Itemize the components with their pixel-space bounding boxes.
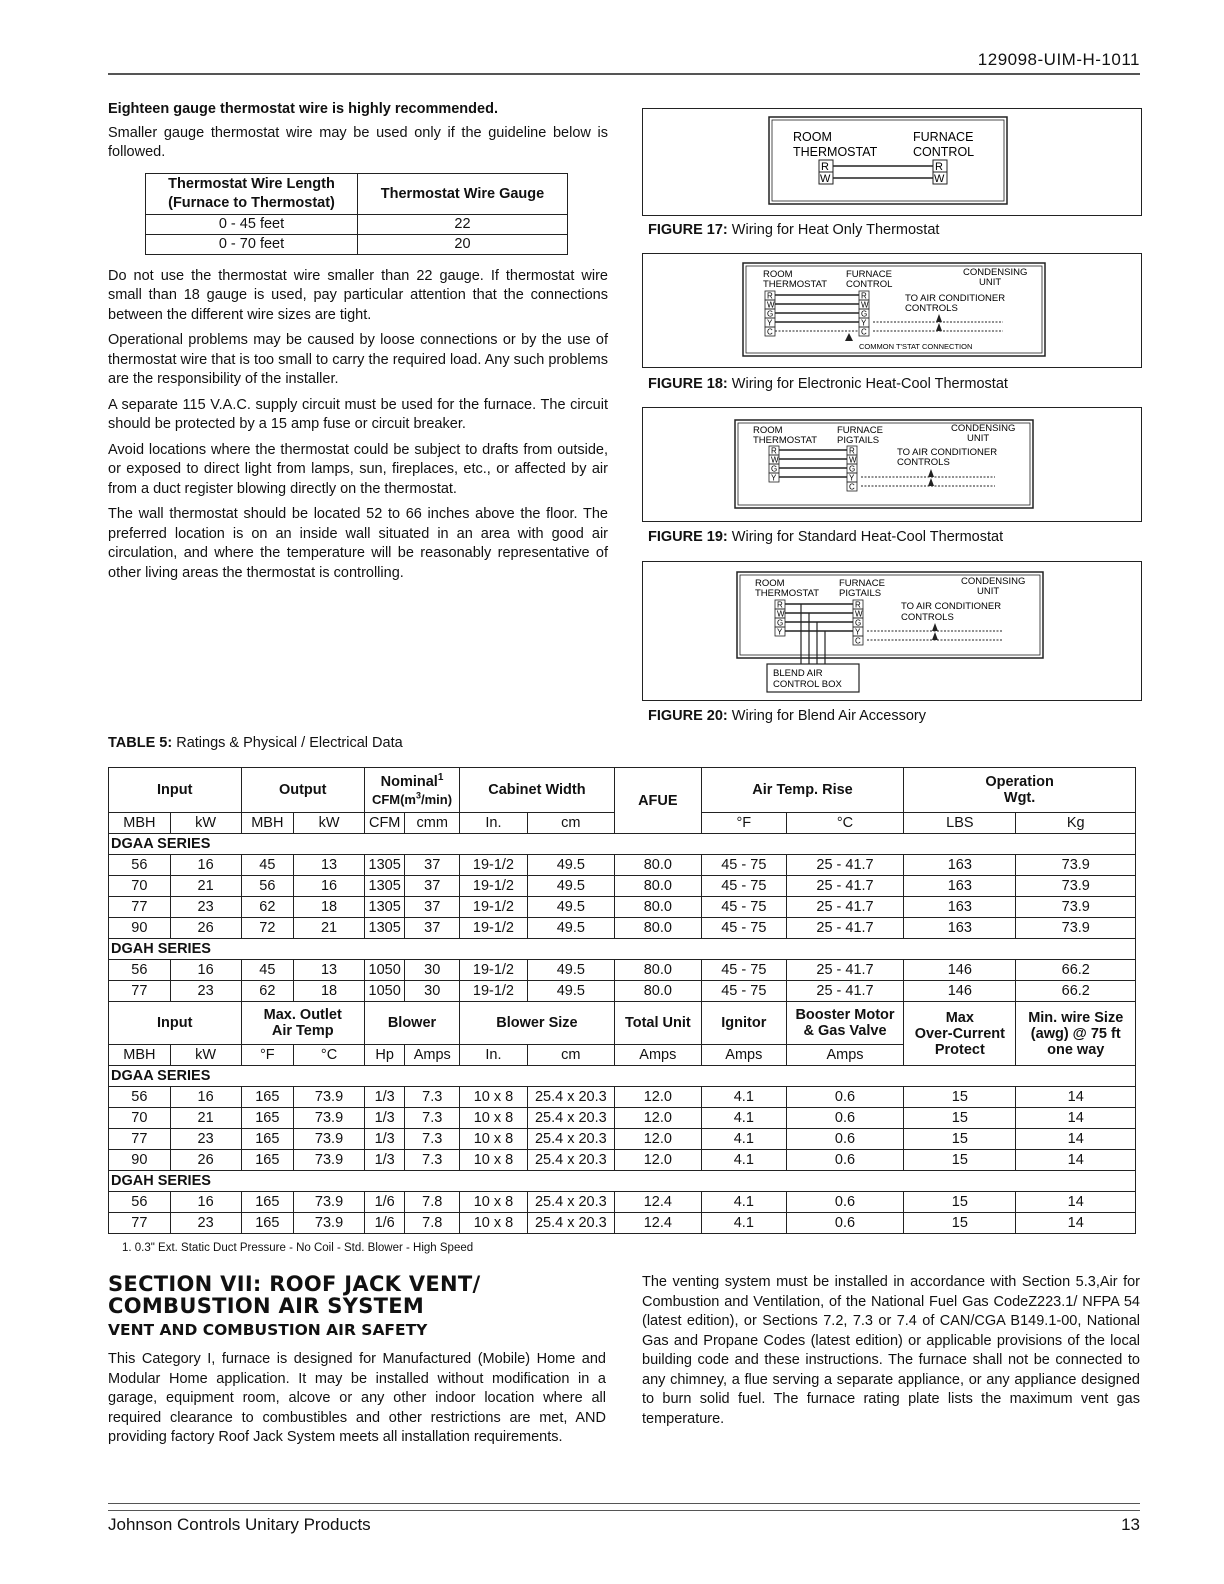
table-header-row: Input Max. Outlet Air Temp Blower Blower Size Total Unit Ignitor Booster Motor & Gas Valve Max Over-Current Protect Min. wire Size (awg) @ 75 ft one way xyxy=(109,1002,1136,1045)
svg-text:TO AIR CONDITIONER: TO AIR CONDITIONER xyxy=(905,293,1006,304)
terminal-label: Y xyxy=(771,473,777,483)
series-row: DGAA SERIES xyxy=(109,1066,1136,1087)
svg-text:CONTROLS: CONTROLS xyxy=(901,612,954,623)
terminal-label: C xyxy=(861,327,867,337)
control-label: CONTROL xyxy=(913,145,975,159)
svg-text:UNIT: UNIT xyxy=(967,433,990,444)
header-rule xyxy=(108,73,1140,75)
paragraph: This Category I, furnace is designed for Manufactured (Mobile) Home and Modular Home application. It may be installed without modification in a garage, equipment room, alcove or any other indoor location where all required clearance to combustibles and other restrictions are met, AND providing factory Roof Jack System meets all installation requirements. xyxy=(108,1351,606,1445)
figure-20-caption: FIGURE 20: Wiring for Blend Air Accessory xyxy=(648,708,927,724)
svg-text:CONDENSING: CONDENSING xyxy=(951,423,1016,434)
figure-17-diagram xyxy=(642,108,1142,216)
svg-text:CONTROLS: CONTROLS xyxy=(897,457,950,468)
wire-gauge-header: Thermostat Wire Gauge xyxy=(358,173,568,214)
series-row: DGAH SERIES xyxy=(109,1171,1136,1192)
svg-text:ROOM: ROOM xyxy=(763,269,793,280)
figure-19-diagram xyxy=(642,407,1142,522)
paragraph: Operational problems may be caused by loose connections or by the use of thermostat wire that is too small to carry the required load. Any such problems are the responsibility of the installer. xyxy=(108,332,608,387)
svg-text:PIGTAILS: PIGTAILS xyxy=(839,588,882,599)
svg-text:FURNACE: FURNACE xyxy=(846,269,892,280)
table-5-caption: TABLE 5: Ratings & Physical / Electrical Data xyxy=(108,735,403,751)
terminal-label: Y xyxy=(777,627,783,637)
thermostat-label: THERMOSTAT xyxy=(793,145,878,159)
table-subheader-row: MBH kW MBH kW CFM cmm In. cm °F °C LBS Kg xyxy=(109,813,1136,834)
table-subheader-row: MBH kW °F °C Hp Amps In. cm Amps Amps Amps xyxy=(109,1045,1136,1066)
terminal-label: R xyxy=(935,161,943,173)
section-7-left xyxy=(108,1273,618,1454)
terminal-label: G xyxy=(771,464,778,474)
svg-text:THERMOSTAT: THERMOSTAT xyxy=(763,279,828,290)
section-subtitle: VENT AND COMBUSTION AIR SAFETY xyxy=(108,1321,428,1339)
paragraph: A separate 115 V.A.C. supply circuit must be used for the furnace. The circuit should be protected by a 15 amp fuse or circuit breaker. xyxy=(108,396,608,432)
table-row: 90 26 165 73.9 1/3 7.3 10 x 8 25.4 x 20.3 12.0 4.1 0.6 15 14 xyxy=(109,1150,1136,1171)
svg-text:ROOM: ROOM xyxy=(755,578,785,589)
terminal-label: C xyxy=(849,482,855,492)
svg-text:PIGTAILS: PIGTAILS xyxy=(837,435,880,446)
paragraph: Avoid locations where the thermostat could be subject to drafts from outside, or exposed to direct light from lamps, sun, fireplaces, etc., or affected by air from a duct register blowing directly on the thermostat. xyxy=(108,441,608,497)
terminal-label: R xyxy=(861,291,867,301)
table-row: 77 23 165 73.9 1/6 7.8 10 x 8 25.4 x 20.3 12.4 4.1 0.6 15 14 xyxy=(109,1213,1136,1234)
terminal-label: G xyxy=(777,618,784,628)
terminal-label: Y xyxy=(861,318,867,328)
paragraph: Do not use the thermostat wire smaller than 22 gauge. If thermostat wire small than 18 gauge is used, pay particular attention that the connections between the different wire sizes are tight. xyxy=(108,267,608,323)
svg-text:BLEND AIR: BLEND AIR xyxy=(773,668,823,679)
svg-text:CONTROL BOX: CONTROL BOX xyxy=(773,679,842,690)
terminal-label: W xyxy=(849,455,857,465)
figure-19-caption: FIGURE 19: Wiring for Standard Heat-Cool Thermostat xyxy=(648,529,1004,545)
table-footnote: 1. 0.3" Ext. Static Duct Pressure - No Coil - Std. Blower - High Speed xyxy=(122,1242,474,1254)
terminal-label: C xyxy=(855,636,861,646)
terminal-label: R xyxy=(849,446,855,456)
paragraph: The wall thermostat should be located 52 to 66 inches above the floor. The preferred location is on an inside wall situated in an area with good air circulation, and where the temperature will be reasonably representative of other living areas the thermostat is controlling. xyxy=(108,506,608,581)
svg-text:THERMOSTAT: THERMOSTAT xyxy=(753,435,818,446)
svg-text:TO AIR CONDITIONER: TO AIR CONDITIONER xyxy=(901,601,1002,612)
series-row: DGAA SERIES xyxy=(109,834,1136,855)
terminal-label: G xyxy=(855,618,862,628)
svg-text:THERMOSTAT: THERMOSTAT xyxy=(755,588,820,599)
figure-18-caption: FIGURE 18: Wiring for Electronic Heat-Cool Thermostat xyxy=(648,376,1008,392)
terminal-label: R xyxy=(855,600,861,610)
terminal-label: R xyxy=(821,161,829,173)
room-label: ROOM xyxy=(793,130,832,144)
table-row: 0 - 70 feet 20 xyxy=(146,234,568,254)
svg-text:CONTROLS: CONTROLS xyxy=(905,303,958,314)
svg-text:FURNACE: FURNACE xyxy=(837,425,883,436)
svg-text:COMMON T'STAT CONNECTION: COMMON T'STAT CONNECTION xyxy=(859,342,973,351)
figure-18-diagram xyxy=(642,253,1142,368)
terminal-label: W xyxy=(767,300,775,310)
terminal-label: W xyxy=(777,609,785,619)
terminal-label: W xyxy=(855,609,863,619)
terminal-label: G xyxy=(849,464,856,474)
table-row: 56 16 45 13 1050 30 19-1/2 49.5 80.0 45 - 75 25 - 41.7 146 66.2 xyxy=(109,960,1136,981)
ratings-table xyxy=(108,767,1136,1234)
wire-intro: Smaller gauge thermostat wire may be used only if the guideline below is followed. xyxy=(108,124,608,160)
terminal-label: R xyxy=(771,446,777,456)
table-row: 56 16 165 73.9 1/3 7.3 10 x 8 25.4 x 20.3 12.0 4.1 0.6 15 14 xyxy=(109,1087,1136,1108)
svg-text:UNIT: UNIT xyxy=(979,277,1002,288)
table-row: 77 23 165 73.9 1/3 7.3 10 x 8 25.4 x 20.3 12.0 4.1 0.6 15 14 xyxy=(109,1129,1136,1150)
terminal-label: Y xyxy=(767,318,773,328)
terminal-label: Y xyxy=(849,473,855,483)
table-row: 56 16 165 73.9 1/6 7.8 10 x 8 25.4 x 20.3 12.4 4.1 0.6 15 14 xyxy=(109,1192,1136,1213)
terminal-label: W xyxy=(771,455,779,465)
svg-text:CONDENSING: CONDENSING xyxy=(961,576,1026,587)
table-row: 56 16 45 13 1305 37 19-1/2 49.5 80.0 45 - 75 25 - 41.7 163 73.9 xyxy=(109,855,1136,876)
page-number: 13 xyxy=(1121,1515,1140,1534)
svg-text:CONDENSING: CONDENSING xyxy=(963,267,1028,278)
wire-length-header: Thermostat Wire Length (Furnace to Thermostat) xyxy=(146,173,358,214)
wire-gauge-table xyxy=(145,173,568,255)
table-row: 70 21 56 16 1305 37 19-1/2 49.5 80.0 45 - 75 25 - 41.7 163 73.9 xyxy=(109,876,1136,897)
terminal-label: W xyxy=(820,173,831,185)
series-row: DGAH SERIES xyxy=(109,939,1136,960)
svg-text:TO AIR CONDITIONER: TO AIR CONDITIONER xyxy=(897,447,998,458)
table-row: 90 26 72 21 1305 37 19-1/2 49.5 80.0 45 - 75 25 - 41.7 163 73.9 xyxy=(109,918,1136,939)
svg-text:ROOM: ROOM xyxy=(753,425,783,436)
terminal-label: G xyxy=(861,309,868,319)
footer-rule xyxy=(108,1503,1140,1511)
terminal-label: R xyxy=(777,600,783,610)
terminal-label: W xyxy=(934,173,945,185)
wire-heading: Eighteen gauge thermostat wire is highly recommended. xyxy=(108,101,498,117)
table-header-row: Input Output Nominal$^1$ $CFM(m^3/\min)$ Cabinet Width AFUE Air Temp. Rise Operation Wgt. xyxy=(109,768,1136,813)
terminal-label: R xyxy=(767,291,773,301)
svg-text:CONTROL: CONTROL xyxy=(846,279,893,290)
left-column xyxy=(108,100,608,589)
table-row: 77 23 62 18 1305 37 19-1/2 49.5 80.0 45 - 75 25 - 41.7 163 73.9 xyxy=(109,897,1136,918)
terminal-label: G xyxy=(767,309,774,319)
terminal-label: W xyxy=(861,300,869,310)
figure-17-caption: FIGURE 17: Wiring for Heat Only Thermostat xyxy=(648,222,940,238)
figure-20-diagram xyxy=(642,561,1142,701)
section-7-right xyxy=(642,1273,1140,1435)
document-number: 129098-UIM-H-1011 xyxy=(977,50,1140,69)
footer-company: Johnson Controls Unitary Products xyxy=(108,1515,371,1534)
section-title: SECTION VII: ROOF JACK VENT/ COMBUSTION AIR SYSTEM xyxy=(108,1272,481,1318)
svg-text:UNIT: UNIT xyxy=(977,586,1000,597)
table-row: 77 23 62 18 1050 30 19-1/2 49.5 80.0 45 - 75 25 - 41.7 146 66.2 xyxy=(109,981,1136,1002)
terminal-label: Y xyxy=(855,627,861,637)
furnace-label: FURNACE xyxy=(913,130,974,144)
terminal-label: C xyxy=(767,327,773,337)
table-row: 70 21 165 73.9 1/3 7.3 10 x 8 25.4 x 20.3 12.0 4.1 0.6 15 14 xyxy=(109,1108,1136,1129)
svg-text:FURNACE: FURNACE xyxy=(839,578,885,589)
table-row: 0 - 45 feet 22 xyxy=(146,214,568,234)
paragraph: The venting system must be installed in accordance with Section 5.3,Air for Combustion and Ventilation, of the National Fuel Gas CodeZ223.1/ NFPA 54 (latest edition), or Sections 7.2, 7.3 or 7.4 of CAN/CGA B149.1-00, National Gas and Propane Codes (latest edition) or applicable provisions of the local building code and these instructions. The furnace shall not be connected to any chimney, a flue serving a separate appliance, or any appliance designed to burn solid fuel. The furnace rating plate lists the maximum vent gas temperature. xyxy=(642,1274,1140,1427)
